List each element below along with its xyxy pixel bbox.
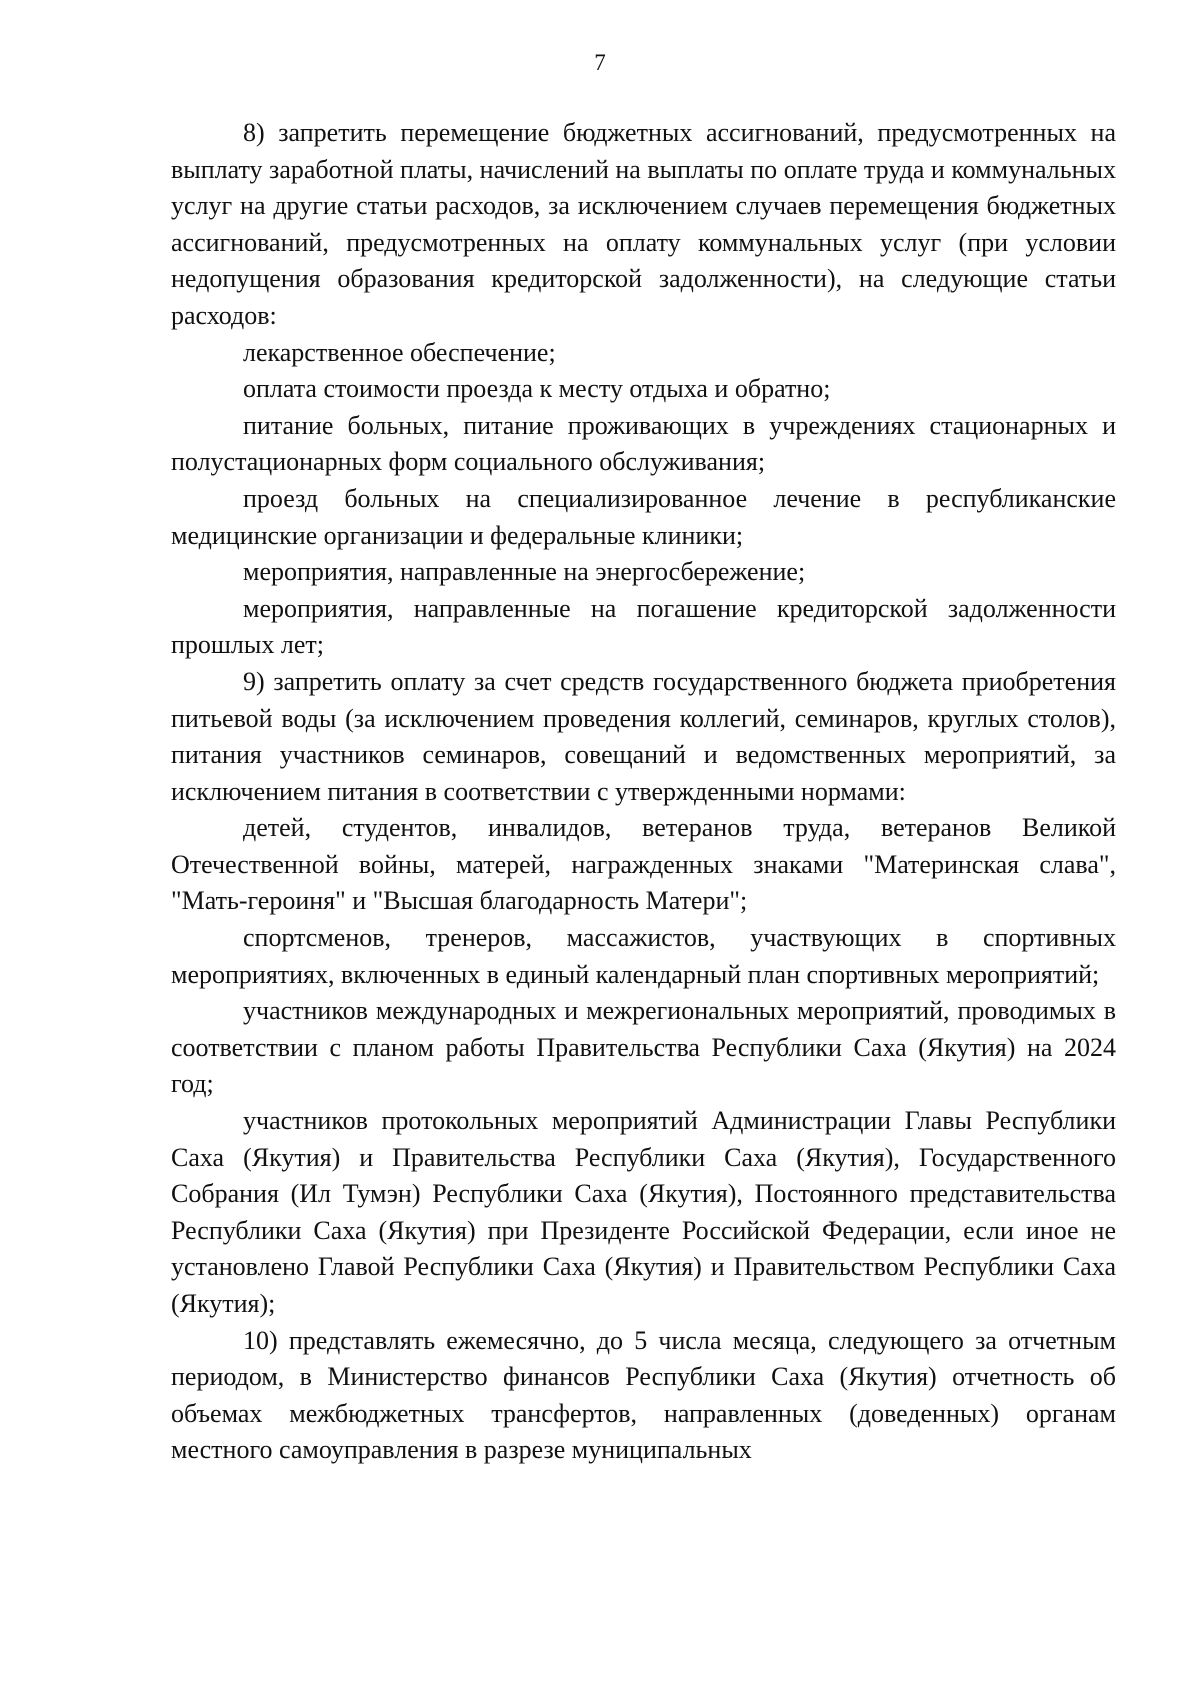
document-body (171, 115, 1116, 1469)
paragraph-energy-saving: мероприятия, направленные на энергосбережение; (243, 557, 806, 587)
paragraph-nutrition: питание больных, питание проживающих в учреждениях стационарных и полустационарных форм социального обслуживания; (171, 410, 1116, 477)
paragraph-travel: оплата стоимости проезда к месту отдыха и обратно; (243, 374, 831, 404)
paragraph-medicine: лекарственное обеспечение; (243, 337, 556, 367)
paragraph-protocol: участников протокольных мероприятий Администрации Главы Республики Саха (Якутия) и Правительства Республики Саха (Якутия), Государственного Собрания (Ил Тумэн) Республики Саха (Якутия), Постоянного представительства Республики Саха (Якутия) при Президенте Российской Федерации, если иное не установлено Главой Республики Саха (Якутия) и Правительством Республики Саха (Якутия); (171, 1106, 1116, 1318)
paragraph-item-9: 9) запретить оплату за счет средств государственного бюджета приобретения питьевой воды (за исключением проведения коллегий, семинаров, круглых столов), питания участников семинаров, совещаний и ведомственных мероприятий, за исключением питания в соответствии с утвержденными нормами: (171, 666, 1116, 806)
paragraph-athletes: спортсменов, тренеров, массажистов, участвующих в спортивных мероприятиях, включенных в единый календарный план спортивных мероприятий; (171, 923, 1116, 989)
paragraph-patient-travel: проезд больных на специализированное лечение в республиканские медицинские организации и федеральные клиники; (171, 483, 1116, 550)
paragraph-children: детей, студентов, инвалидов, ветеранов труда, ветеранов Великой Отечественной войны, матерей, награжденных знаками "Материнская слава", "Мать-героиня" и "Высшая благодарность Матери"; (171, 813, 1116, 916)
paragraph-item-8: 8) запретить перемещение бюджетных ассигнований, предусмотренных на выплату заработной платы, начислений на выплаты по оплате труда и коммунальных услуг на другие статьи расходов, за исключением случаев перемещения бюджетных ассигнований, предусмотренных на оплату коммунальных услуг (при условии недопущения образования кредиторской задолженности), на следующие статьи расходов: (171, 118, 1116, 330)
page-number: 7 (594, 50, 606, 75)
paragraph-debt-repayment: мероприятия, направленные на погашение кредиторской задолженности прошлых лет; (171, 593, 1116, 660)
paragraph-item-10: 10) представлять ежемесячно, до 5 числа месяца, следующего за отчетным периодом, в Министерство финансов Республики Саха (Якутия) отчетность об объемах межбюджетных трансфертов, направленных (доведенных) органам местного самоуправления в разрезе муниципальных (171, 1325, 1116, 1465)
paragraph-international: участников международных и межрегиональных мероприятий, проводимых в соответствии с планом работы Правительства Республики Саха (Якутия) на 2024 год; (171, 996, 1116, 1099)
